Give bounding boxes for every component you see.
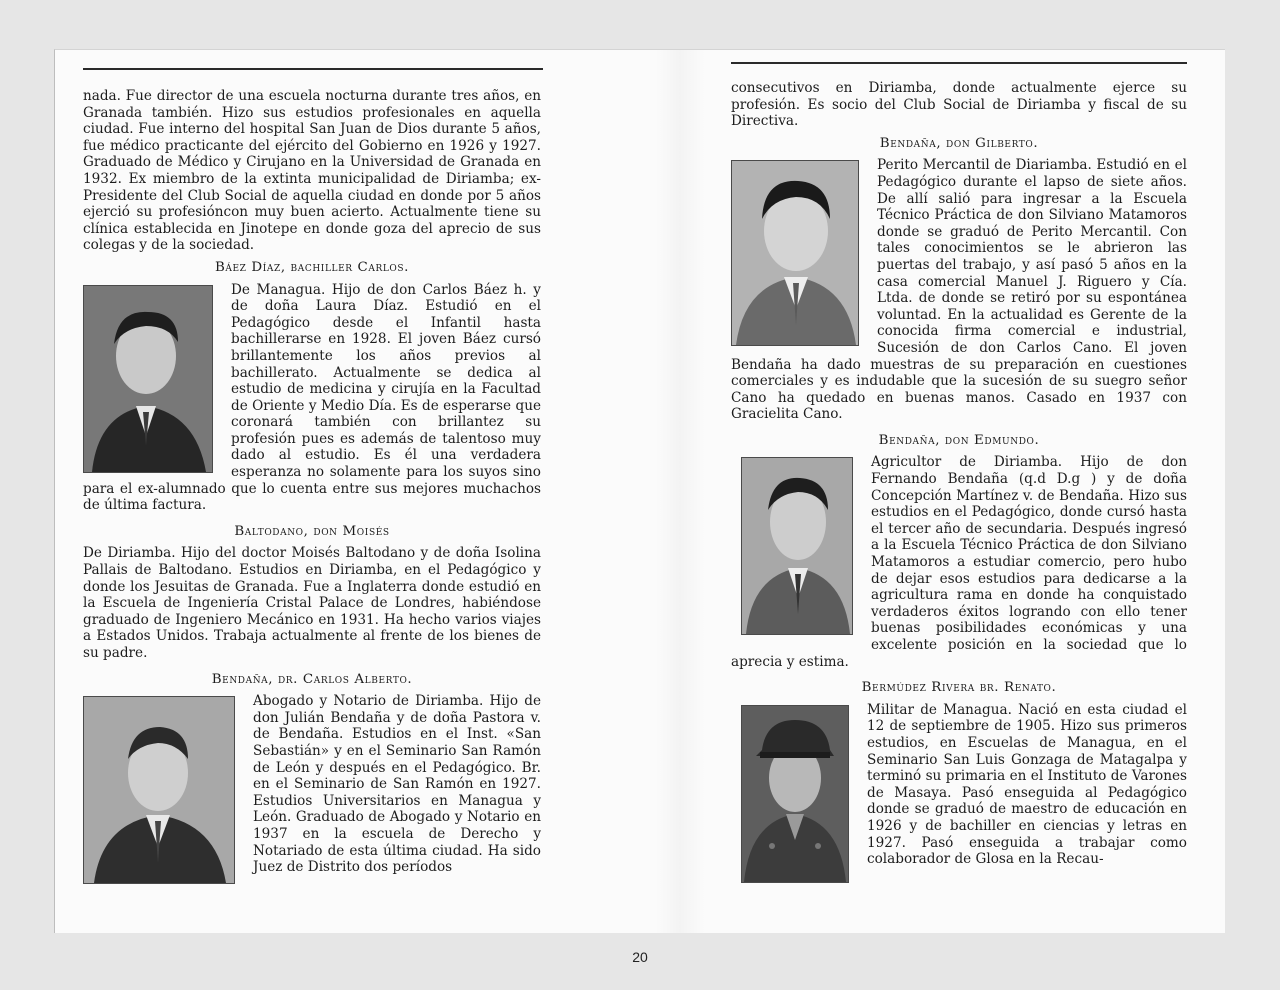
entry-text-bendana-gilberto: Perito Mercantil de Diariamba. Estudió en el Pedagógico durante el lapso de siete años. De allí salió para ingresar a la Escuela Técnico Práctica de don Silviano Matamoros donde se graduó de Perito Mercantil. Con tales conocimientos se le abrieron las puertas del trabajo, y así pasó 5 años en la casa comercial Manuel J. Riguero y Cía. Ltda. de donde se retiró por su espontánea voluntad. En la actualidad es Gerente de la conocida firma comercial e industrial, Sucesión de don Carlos Cano. El joven Bendaña ha dado muestras de su preparación en cuestiones comerciales y es indudable que la sucesión de su suegro señor Cano ha quedado en buenas manos. Casado en 1937 con Gracielita Cano.: [731, 157, 1187, 423]
scanned-spread: [54, 49, 1225, 933]
right-intro-text: consecutivos en Diriamba, donde actualmente ejerce su profesión. Es socio del Club Social de Diriamba y fiscal de su Directiva.: [731, 80, 1187, 130]
left-intro-text: nada. Fue director de una escuela nocturna durante tres años, en Granada también. Hizo sus estudios profesionales en aquella ciudad. Fue interno del hospital San Juan de Dios durante 5 años, fue médico practicante del ejército del Gobierno en 1926 y 1927. Graduado de Médico y Cirujano en la Universidad de Granada en 1932. Ex miembro de la extinta municipalidad de Diriamba; ex-Presidente del Club Social de aquella ciudad en donde por 5 años ejerció su profesióncon muy buen acierto. Actualmente tiene su clínica establecida en Jinotepe en donde goza del aprecio de sus colegas y de la sociedad.: [83, 88, 541, 254]
gutter-shadow: [655, 50, 705, 933]
entry-heading-bendana-carlos: Bendaña, dr. Carlos Alberto.: [211, 671, 413, 687]
entry-heading-baltodano: Baltodano, don Moisés: [234, 523, 390, 539]
entry-text-bendana-edmundo: Agricultor de Diriamba. Hijo de don Fernando Bendaña (q.d D.g ) y de doña Concepción Martínez v. de Bendaña. Hizo sus estudios en el Pedagógico, donde cursó hasta el tercer año de secundaria. Después ingresó a la Escuela Técnico Práctica de don Silviano Matamoros a estudiar comercio, pero hubo de dejar esos estudios para dedicarse a la agricultura rama en donde ha conquistado verdaderos éxitos logrando con ello tener buenas posibilidades económicas y una excelente posición en la sociedad que lo aprecia y estima.: [731, 454, 1187, 670]
right-page: [731, 80, 1187, 887]
entry-heading-bendana-gilberto: Bendaña, don Gilberto.: [879, 135, 1039, 151]
entry-text-baltodano: De Diriamba. Hijo del doctor Moisés Baltodano y de doña Isolina Pallais de Baltodano. Estudios en Diriamba, en el Pedagógico y donde los Jesuitas de Granada. Fue a Inglaterra donde estudió en la Escuela de Ingeniería Cristal Palace de Londres, habiéndose graduado de Ingeniero Mecánico en 1931. Ha hecho varios viajes a Estados Unidos. Trabaja actualmente al frente de los bienes de su padre.: [83, 545, 541, 661]
portrait-bendana-carlos: [83, 696, 235, 884]
entry-text-bermudez-renato: Militar de Managua. Nació en esta ciudad el 12 de septiembre de 1905. Hizo sus primeros estudios, en Escuelas de Managua, en el Seminario San Luis Gonzaga de Matagalpa y terminó su primaria en el Instituto de Varones de Masaya. Pasó enseguida al Pedagógico donde se graduó de maestro de educación en 1926 y de bachiller en ciencias y letras en 1927. Pasó enseguida a trabajar como colaborador de Glosa en la Recau-: [867, 701, 1187, 868]
portrait-bendana-gilberto: [731, 160, 859, 346]
portrait-bendana-edmundo: [741, 457, 853, 635]
entry-heading-bendana-edmundo: Bendaña, don Edmundo.: [878, 432, 1040, 448]
right-top-rule: [731, 62, 1187, 64]
entry-text-baez: De Managua. Hijo de don Carlos Báez h. y de doña Laura Díaz. Estudió en el Pedagógico desde el Infantil hasta bachillerarse en 1928. El joven Báez cursó brillantemente los años previos al bachillerato. Actualmente se dedica al estudio de medicina y cirujía en la Facultad de Oriente y Medio Día. Es de esperarse que coronará también con brillantez su profesión pues es además de talentoso muy dado al estudio. Es él una verdadera esperanza no solamente para los suyos sino para el ex-alumnado que lo cuenta entre sus mejores muchachos de última factura.: [83, 281, 541, 514]
portrait-baez: [83, 285, 213, 473]
entry-text-bendana-carlos: Abogado y Notario de Diriamba. Hijo de don Julián Bendaña y de doña Pastora v. de Bendaña. Estudios en el Inst. «San Sebastián» y en el Seminario San Ramón de León y después en el Pedagógico. Br. en el Seminario de San Ramón en 1927. Estudios Universitarios en Managua y León. Graduado de Abogado y Notario en 1937 en la escuela de Derecho y Notariado de esta última ciudad. Ha sido Juez de Distrito dos períodos: [253, 693, 541, 876]
portrait-bermudez-renato: [741, 705, 849, 883]
entry-heading-baez: Báez Díaz, bachiller Carlos.: [214, 259, 410, 275]
left-page: [83, 88, 541, 888]
page-number: 20: [632, 949, 648, 965]
entry-heading-bermudez-renato: Bermúdez Rivera br. Renato.: [861, 680, 1057, 696]
left-top-rule: [83, 68, 543, 70]
